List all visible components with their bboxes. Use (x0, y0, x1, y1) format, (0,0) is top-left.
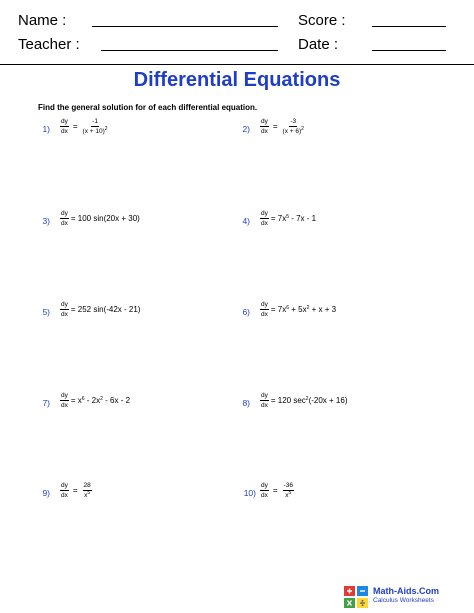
dydx-fraction: $\frac{dy}{dx}$ (261, 118, 268, 135)
problem-number: 4) (242, 216, 250, 226)
problem-5-rhs: = 252 sin(-42x - 21) (70, 305, 141, 314)
dydx-fraction: $\frac{dy}{dx}$ (261, 210, 268, 227)
dydx-fraction: $\frac{dy}{dx}$ (61, 392, 68, 409)
problem-number: 5) (42, 307, 50, 317)
rhs-fraction: $\frac{28}{x^5}$ (83, 482, 91, 499)
problem-number: 7) (42, 398, 50, 408)
date-label: Date : (298, 36, 339, 53)
problem-number: 8) (242, 398, 250, 408)
problem-4-equation: $\frac{dy}{dx}$ = $7x^5 - 7x - 1$ (261, 210, 317, 227)
name-line (92, 26, 278, 27)
brand-name: Math-Aids.Com (373, 586, 439, 596)
problem-9-equation: $\frac{dy}{dx}$ = $\frac{28}{x^5}$ (61, 482, 91, 499)
math-aids-logo-icon (344, 586, 368, 608)
problem-number: 6) (242, 307, 250, 317)
problem-number: 2) (242, 124, 250, 134)
rhs-fraction: $\frac{-36}{x^5}$ (283, 482, 293, 499)
problem-8-equation: $\frac{dy}{dx}$ = 120 $\sec^2(-20x + 16)$ (261, 392, 348, 409)
problem-7-equation: $\frac{dy}{dx}$ = $x^6 - 2x^2 - 6x - 2$ (61, 392, 131, 409)
score-label: Score : (298, 12, 346, 29)
brand-subtitle: Calculus Worksheets (373, 597, 434, 604)
problem-number: 3) (42, 216, 50, 226)
problem-1-equation: $\frac{dy}{dx}$ = $\frac{-1}{(x + 10)^2}$ (61, 118, 108, 135)
problem-5-equation (58, 301, 140, 318)
score-line (372, 26, 446, 27)
problem-6-equation: $\frac{dy}{dx}$ = $7x^6 + 5x^2 + x + 3$ (261, 301, 337, 318)
problem-10-equation: $\frac{dy}{dx}$ = $\frac{-36}{x^5}$ (261, 482, 293, 499)
problem-3-equation (58, 210, 140, 227)
name-label: Name : (18, 12, 67, 29)
dydx-fraction: $\frac{dy}{dx}$ (61, 301, 68, 318)
rhs-fraction: $\frac{-1}{(x + 10)^2}$ (82, 118, 108, 135)
worksheet-title: Differential Equations (133, 69, 341, 91)
problem-2-equation: $\frac{dy}{dx}$ = $\frac{-3}{(x + 6)^2}$ (261, 118, 304, 135)
problem-number: 9) (42, 488, 50, 498)
date-line (372, 50, 446, 51)
instructions: Find the general solution for of each differential equation. (38, 103, 258, 112)
dydx-fraction: $\frac{dy}{dx}$ (61, 210, 68, 227)
teacher-line (101, 50, 278, 51)
problem-number: 10) (243, 488, 256, 498)
dydx-fraction: $\frac{dy}{dx}$ (61, 118, 68, 135)
dydx-fraction: $\frac{dy}{dx}$ (261, 482, 268, 499)
rhs-fraction: $\frac{-3}{(x + 6)^2}$ (282, 118, 304, 135)
problem-3-rhs: = 100 sin(20x + 30) (70, 214, 140, 223)
header-divider (0, 64, 474, 65)
dydx-fraction: $\frac{dy}{dx}$ (261, 392, 268, 409)
dydx-fraction: $\frac{dy}{dx}$ (61, 482, 68, 499)
dydx-fraction: $\frac{dy}{dx}$ (261, 301, 268, 318)
teacher-label: Teacher : (18, 36, 80, 53)
problem-number: 1) (42, 124, 50, 134)
